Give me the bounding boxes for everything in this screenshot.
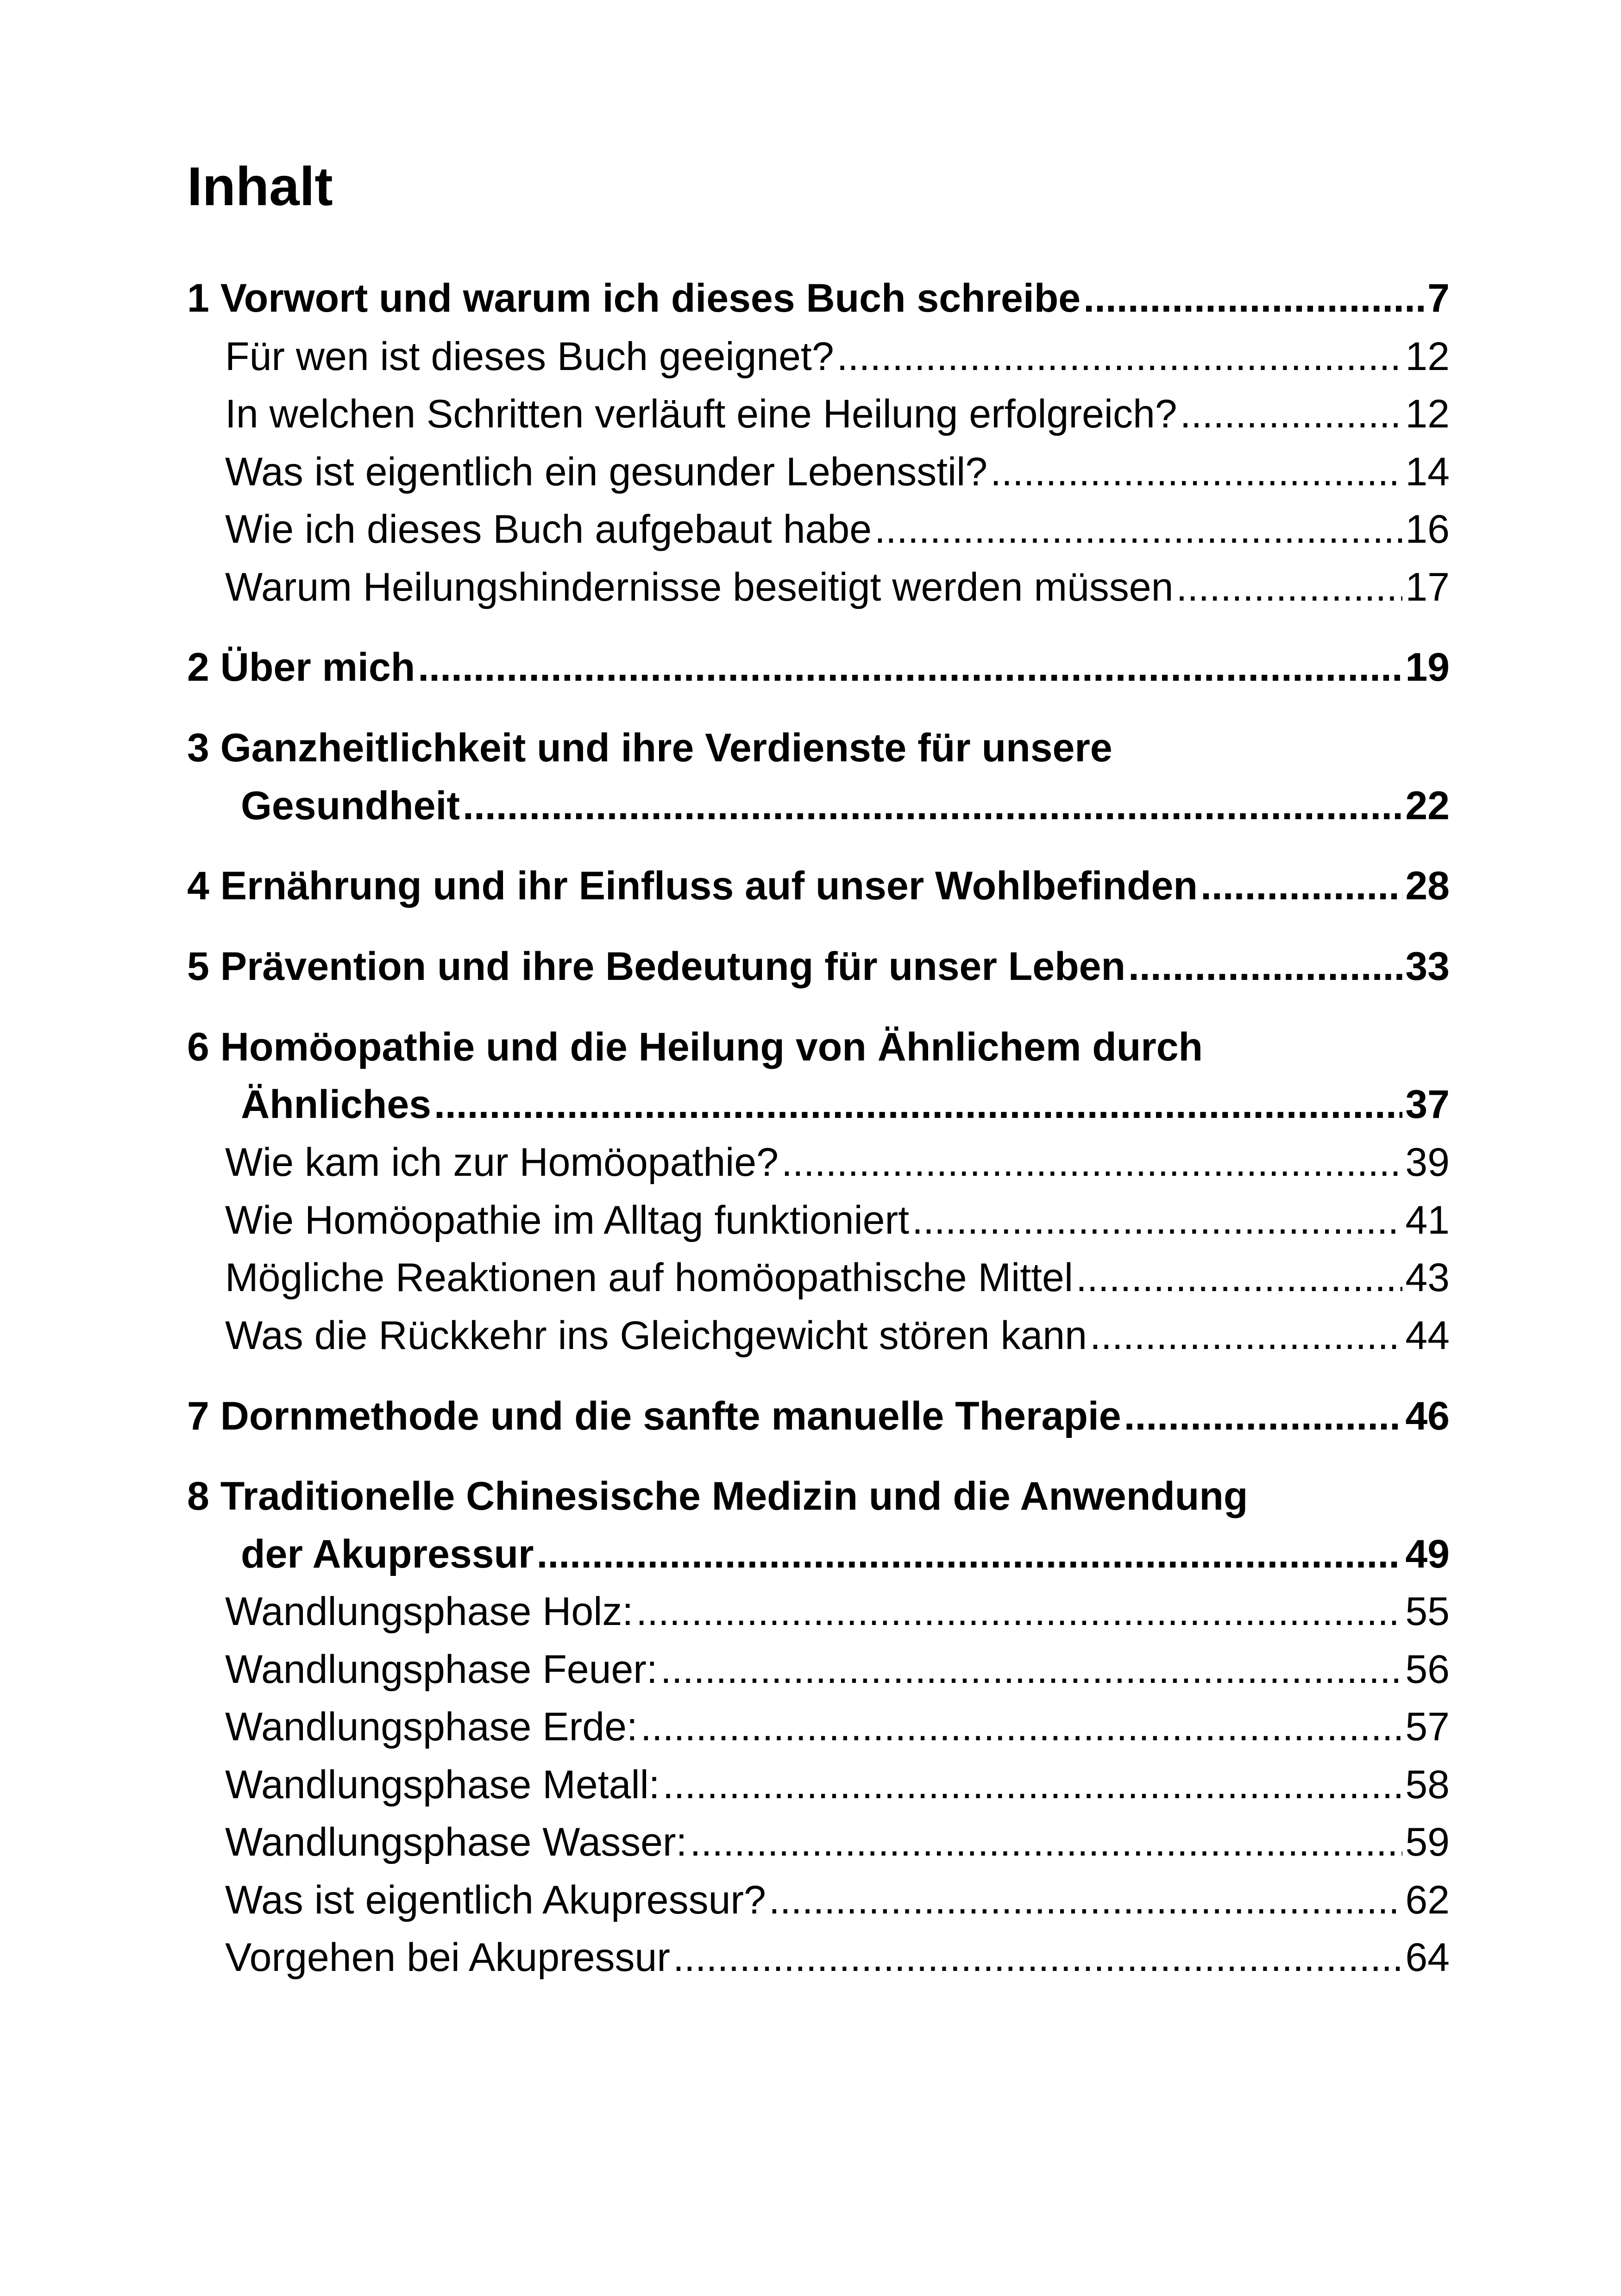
- toc-page-number: 64: [1405, 1935, 1450, 1980]
- toc-entry-label: Für wen ist dieses Buch geeignet?: [225, 334, 834, 379]
- toc-entry-label-continued: Gesundheit: [241, 784, 460, 828]
- toc-page-number: 62: [1405, 1878, 1450, 1922]
- toc-entry-label: Warum Heilungshindernisse beseitigt werden müssen: [225, 565, 1174, 609]
- dot-leader: [1200, 859, 1402, 913]
- toc-page-number: 58: [1405, 1763, 1450, 1807]
- toc-page-number: 12: [1405, 334, 1450, 379]
- toc-chapter-3-line-1[interactable]: [187, 721, 1450, 775]
- toc-section[interactable]: [187, 1251, 1450, 1305]
- dot-leader: [418, 640, 1402, 694]
- toc-entry-label: Wie Homöopathie im Alltag funktioniert: [225, 1198, 910, 1242]
- toc-page-number: 22: [1405, 784, 1450, 828]
- toc-entry-label: In welchen Schritten verläuft eine Heilung erfolgreich?: [225, 392, 1177, 436]
- toc-page-number: 49: [1405, 1532, 1450, 1576]
- toc-entry-label: 5 Prävention und ihre Bedeutung für unser Leben: [187, 944, 1125, 989]
- toc-page-number: 55: [1405, 1589, 1450, 1634]
- toc-chapter-8-line-2[interactable]: [187, 1527, 1450, 1581]
- page-title: Inhalt: [187, 156, 333, 217]
- dot-leader: [463, 779, 1402, 833]
- toc-page-number: 41: [1405, 1198, 1450, 1242]
- toc-section[interactable]: [187, 330, 1450, 383]
- toc-section[interactable]: [187, 1873, 1450, 1927]
- toc-page-number: 12: [1405, 392, 1450, 436]
- toc-chapter-1[interactable]: [187, 271, 1450, 325]
- toc-section[interactable]: [187, 387, 1450, 441]
- dot-leader: [660, 1643, 1403, 1696]
- dot-leader: [673, 1931, 1402, 1984]
- dot-leader: [874, 502, 1402, 556]
- toc-entry-label: 7 Dornmethode und die sanfte manuelle Therapie: [187, 1394, 1121, 1438]
- toc-page-number: 46: [1405, 1394, 1450, 1438]
- toc-section[interactable]: [187, 1193, 1450, 1247]
- dot-leader: [636, 1585, 1402, 1638]
- toc-entry-label: Vorgehen bei Akupressur: [225, 1935, 670, 1980]
- dot-leader: [990, 445, 1402, 499]
- toc-entry-label: Was die Rückkehr ins Gleichgewicht stören kann: [225, 1313, 1087, 1358]
- toc-entry-label: 4 Ernährung und ihr Einfluss auf unser Wohlbefinden: [187, 864, 1198, 908]
- toc-section[interactable]: [187, 1643, 1450, 1696]
- toc-page-number: 14: [1405, 450, 1450, 494]
- toc-entry-label: Was ist eigentlich Akupressur?: [225, 1878, 766, 1922]
- toc-entry-label: Wandlungsphase Holz:: [225, 1589, 634, 1634]
- dot-leader: [1128, 940, 1402, 993]
- toc-section[interactable]: [187, 1700, 1450, 1754]
- toc-section[interactable]: [187, 560, 1450, 614]
- toc-page-number: 16: [1405, 507, 1450, 552]
- toc-entry-label: Wie kam ich zur Homöopathie?: [225, 1140, 779, 1185]
- dot-leader: [912, 1193, 1402, 1247]
- toc-entry-label: 6 Homöopathie und die Heilung von Ähnlichem durch: [187, 1025, 1203, 1069]
- toc-entry-label: 2 Über mich: [187, 645, 415, 690]
- toc-page-number: 28: [1405, 864, 1450, 908]
- toc-chapter-7[interactable]: [187, 1389, 1450, 1443]
- dot-leader: [641, 1700, 1403, 1754]
- dot-leader: [690, 1815, 1402, 1869]
- toc-section[interactable]: [187, 1135, 1450, 1189]
- toc-page-number: 39: [1405, 1140, 1450, 1185]
- dot-leader: [1180, 387, 1403, 441]
- toc-chapter-6-line-2[interactable]: [187, 1078, 1450, 1131]
- toc-page-number: 7: [1427, 276, 1450, 320]
- dot-leader: [769, 1873, 1402, 1927]
- dot-leader: [1076, 1251, 1402, 1305]
- toc-section[interactable]: [187, 1585, 1450, 1638]
- toc-section[interactable]: [187, 502, 1450, 556]
- dot-leader: [663, 1758, 1403, 1812]
- toc-chapter-5[interactable]: [187, 940, 1450, 993]
- toc-chapter-2[interactable]: [187, 640, 1450, 694]
- toc-page-number: 33: [1405, 944, 1450, 989]
- toc-page-number: 19: [1405, 645, 1450, 690]
- dot-leader: [1124, 1389, 1403, 1443]
- toc-entry-label-continued: Ähnliches: [241, 1082, 431, 1127]
- toc-entry-label: Mögliche Reaktionen auf homöopathische Mittel: [225, 1255, 1073, 1300]
- toc-entry-label: Wie ich dieses Buch aufgebaut habe: [225, 507, 872, 552]
- toc-entry-label: Wandlungsphase Wasser:: [225, 1820, 687, 1864]
- toc-page-number: 37: [1405, 1082, 1450, 1127]
- toc-page-number: 56: [1405, 1647, 1450, 1692]
- dot-leader: [1176, 560, 1402, 614]
- toc-page-number: 44: [1405, 1313, 1450, 1358]
- table-of-contents: [187, 0, 1450, 2296]
- toc-section[interactable]: [187, 1309, 1450, 1362]
- toc-entry-label: Was ist eigentlich ein gesunder Lebensstil?: [225, 450, 988, 494]
- toc-entry-label: 3 Ganzheitlichkeit und ihre Verdienste für unsere: [187, 726, 1112, 770]
- toc-entry-label: Wandlungsphase Metall:: [225, 1763, 660, 1807]
- dot-leader: [1083, 271, 1425, 325]
- toc-page-number: 17: [1405, 565, 1450, 609]
- toc-chapter-8-line-1[interactable]: [187, 1469, 1450, 1523]
- toc-entry-label: Wandlungsphase Erde:: [225, 1705, 638, 1749]
- toc-entry-label-continued: der Akupressur: [241, 1532, 534, 1576]
- toc-section[interactable]: [187, 445, 1450, 499]
- toc-section[interactable]: [187, 1758, 1450, 1812]
- dot-leader: [434, 1078, 1402, 1131]
- dot-leader: [837, 330, 1403, 383]
- toc-section[interactable]: [187, 1815, 1450, 1869]
- toc-page-number: 43: [1405, 1255, 1450, 1300]
- dot-leader: [781, 1135, 1402, 1189]
- toc-section[interactable]: [187, 1931, 1450, 1984]
- toc-chapter-3-line-2[interactable]: [187, 779, 1450, 833]
- toc-entry-label: Wandlungsphase Feuer:: [225, 1647, 658, 1692]
- toc-chapter-4[interactable]: [187, 859, 1450, 913]
- toc-chapter-6-line-1[interactable]: [187, 1020, 1450, 1074]
- toc-page-number: 57: [1405, 1705, 1450, 1749]
- toc-page-number: 59: [1405, 1820, 1450, 1864]
- dot-leader: [537, 1527, 1403, 1581]
- toc-entry-label: 1 Vorwort und warum ich dieses Buch schreibe: [187, 276, 1081, 320]
- toc-entry-label: 8 Traditionelle Chinesische Medizin und die Anwendung: [187, 1474, 1248, 1518]
- dot-leader: [1090, 1309, 1402, 1362]
